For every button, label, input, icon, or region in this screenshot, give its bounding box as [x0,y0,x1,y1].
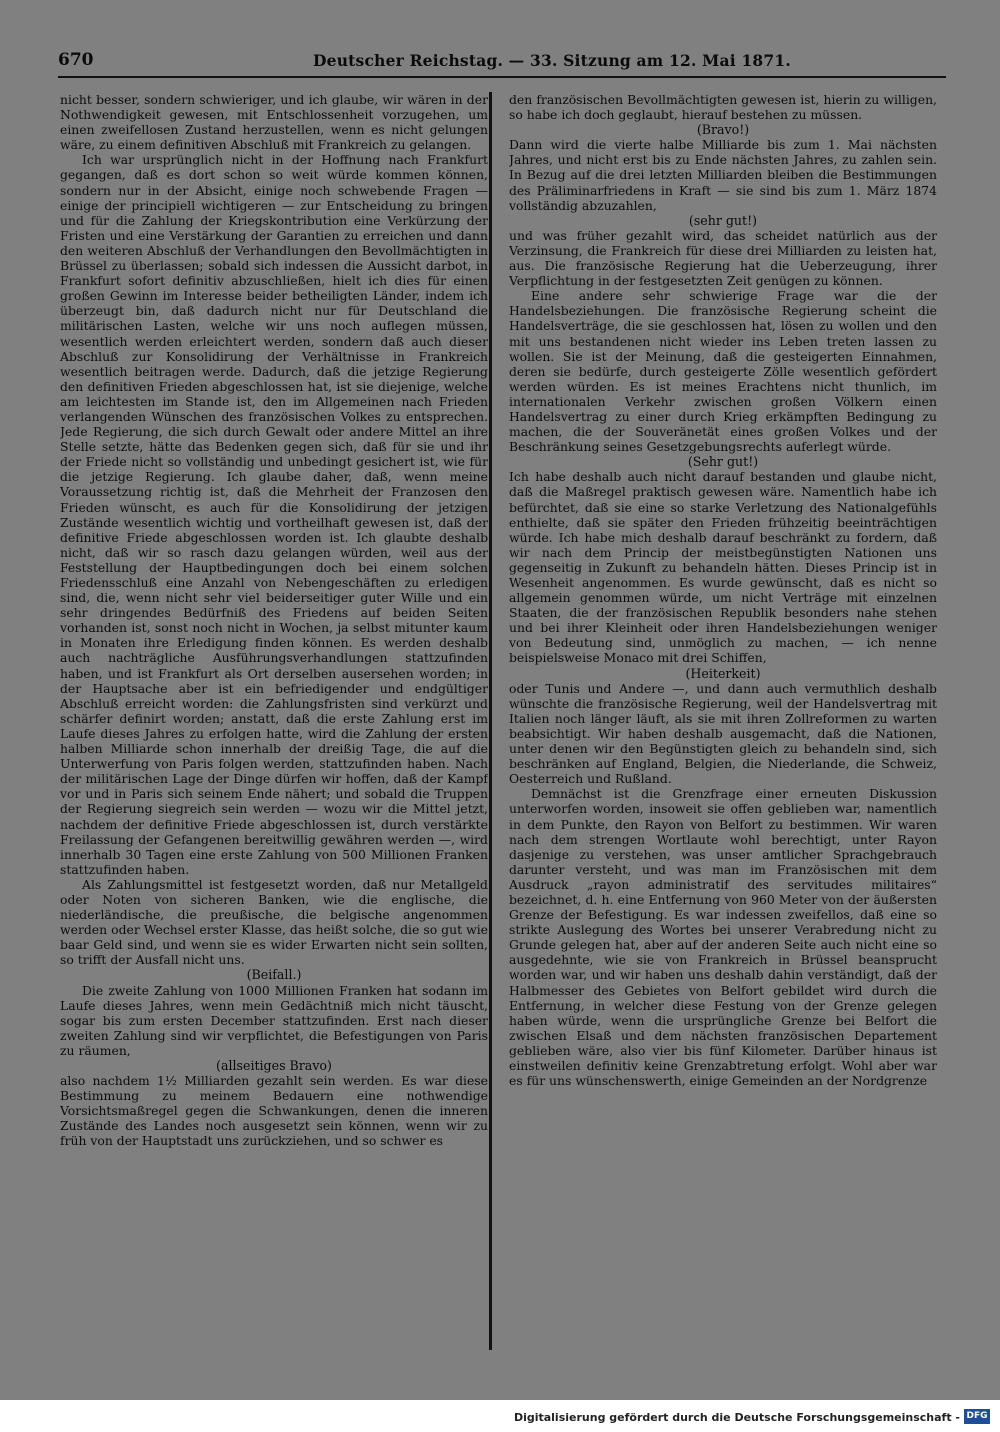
paragraph: Die zweite Zahlung von 1000 Millionen Franken hat sodann im Laufe dieses Jahres, wenn mein Gedächtniß mich nicht täuscht, sogar bis zum ersten December stattzufinden. Erst nach dieser zweiten Zahlung sind wir verpflichtet, die Befestigungen von Paris zu räumen, [60,982,488,1058]
paragraph: Demnächst ist die Grenzfrage einer erneuten Diskussion unterworfen worden, insoweit sie offen geblieben war, namentlich in dem Punkte, den Rayon von Belfort zu bestimmen. Wir waren nach dem strengen Wortlaute wohl berechtigt, unter Rayon dasjenige zu verstehen, was unser amtlicher Sprachgebrauch darunter versteht, und was man im Französischen mit dem Ausdruck „rayon administratif des servitudes militaires“ bezeichnet, d. h. eine Entfernung von 960 Meter von der äußersten Grenze der Befestigung. Es war indessen zweifellos, daß eine so strikte Auslegung des Wortes bei unserer Verabredung nicht zu Grunde gelegen hat, aber auf der anderen Seite auch nicht eine so ausgedehnte, wie sie von Frankreich in Brüssel beansprucht worden war, und wir haben uns deshalb dahin verständigt, daß der Halbmesser des Gebietes von Belfort gebildet wird durch die Entfernung, in welcher diese Festung von der Grenze gelegen haben würde, wenn die ursprüngliche Grenze bei Belfort die zwischen Elsaß und dem nächsten französischen Departement geblieben wäre, also vier bis fünf Kilometer. Darüber hinaus ist einstweilen definitiv keine Grenzabtretung erfolgt. Wohl aber war es für uns wünschenswerth, einige Gemeinden an der Nordgrenze [509,786,937,1089]
right-column [509,92,937,1352]
paragraph: Eine andere sehr schwierige Frage war die der Handelsbeziehungen. Die französische Regierung scheint die Handelsverträge, die sie geschlossen hat, lösen zu wollen und den mit uns bestandenen nicht wieder ins Leben treten lassen zu wollen. Sie ist der Meinung, daß die gesteigerten Einnahmen, deren sie bedürfe, durch gesteigerte Zölle wesentlich gefördert werden würden. Es ist meines Erachtens nicht thunlich, im internationalen Verkehr zwischen großen Völkern einen Handelsvertrag zu einer durch Krieg erkämpften Bedingung zu machen, die der Souveränetät eines großen Volkes und der Beschränkung seines Gesetzgebungsrechts auferlegt würde. [509,288,937,455]
interjection: (allseitiges Bravo) [216,1058,332,1073]
paragraph: den französischen Bevollmächtigten gewesen ist, hierin zu willigen, so habe ich doch geglaubt, hierauf bestehen zu müssen. [509,92,937,123]
paragraph: oder Tunis und Andere —, und dann auch vermuthlich deshalb wünschte die französische Regierung, weil der Handelsvertrag mit Italien noch länger läuft, als sie mit ihren Zollreformen zu warten beabsichtigt. Wir haben deshalb ausgemacht, daß die Nationen, unter denen wir den Begünstigten gleich zu behandeln sind, sich beschränken auf England, Belgien, die Niederlande, die Schweiz, Oesterreich und Rußland. [509,680,937,787]
interjection: (Beifall.) [246,967,302,983]
funding-credit: Digitalisierung gefördert durch die Deutsche Forschungsgemeinschaft - [513,1411,960,1424]
column-divider [489,92,492,1350]
interjection: (Bravo!) [696,122,750,138]
page-number: 670 [58,50,94,70]
left-column [60,92,488,1352]
digitization-footer [0,1400,1000,1432]
running-head: Deutscher Reichstag. — 33. Sitzung am 12. Mai 1871. [313,51,791,70]
page-header [58,50,946,78]
paragraph: und was früher gezahlt wird, das scheidet natürlich aus der Verzinsung, die Frankreich für diese drei Milliarden zu leisten hat, aus. Die französische Regierung hat die Ueberzeugung, ihrer Verpflichtung in der festgesetzten Zeit genügen zu können. [509,227,937,289]
dfg-logo: DFG [964,1409,990,1424]
paragraph: nicht besser, sondern schwieriger, und ich glaube, wir wären in der Nothwendigkeit gewesen, mit Entschlossenheit vorzugehen, um einen zweifellosen Zustand herzustellen, wenn es nicht gelungen wäre, zu einem definitiven Abschluß mit Frankreich zu gelangen. [60,92,488,153]
paragraph: Als Zahlungsmittel ist festgesetzt worden, daß nur Metallgeld oder Noten von sicheren Banken, wie die englische, die niederländische, die preußische, die belgische angenommen werden oder Wechsel erster Klasse, das heißt solche, die so gut wie baar Geld sind, und wenn sie es wider Erwarten nicht sein sollten, so trifft der Ausfall nicht uns. [60,876,488,968]
paragraph: Ich habe deshalb auch nicht darauf bestanden und glaube nicht, daß die Maßregel praktisch gewesen wäre. Namentlich habe ich befürchtet, daß sie eine so starke Verletzung des Nationalgefühls enthielte, daß sie später den Frieden frühzeitig beeinträchtigen würde. Ich habe mich deshalb darauf beschränkt zu fordern, daß wir nach dem Princip der meistbegünstigten Nationen uns gegenseitig in Zukunft zu behandeln hätten. Dieses Princip ist in Wesenheit angenommen. Es wurde gewünscht, daß es nicht so allgemein genommen würde, um nicht Verträge mit einzelnen Staaten, die der französischen Republik besonders nahe stehen und bei ihrer Kleinheit oder ihren Handelsbeziehungen weniger von Bedeutung sind, unmöglich zu machen, — ich nenne beispielsweise Monaco mit drei Schiffen, [509,469,937,666]
paragraph: Dann wird die vierte halbe Milliarde bis zum 1. Mai nächsten Jahres, und nicht erst bis zu Ende nächsten Jahres, zu zahlen sein. In Bezug auf die drei letzten Milliarden bleiben die Bestimmungen des Präliminarfriedens in Kraft — sie sind bis zum 1. März 1874 vollständig abzuzahlen, [509,137,937,213]
interjection: (sehr gut!) [688,212,758,228]
interjection: (Sehr gut!) [687,454,759,470]
interjection: (Heiterkeit) [685,665,761,681]
paragraph: also nachdem 1½ Milliarden gezahlt sein werden. Es war diese Bestimmung zu meinem Bedauern eine nothwendige Vorsichtsmaßregel gegen die Schwankungen, denen die inneren Zustände des Landes noch ausgesetzt sein können, wenn wir zu früh von der Hauptstadt uns zurückziehen, und so schwer es [60,1073,488,1149]
paragraph: Ich war ursprünglich nicht in der Hoffnung nach Frankfurt gegangen, daß es dort schon so weit würde kommen können, sondern nur in der Absicht, einige noch schwebende Fragen — einige der principiell wichtigeren — zur Entscheidung zu bringen und für die Zahlung der Kriegskontribution eine Verkürzung der Fristen und eine Verstärkung der Garantien zu erreichen und dann den weiteren Abschluß der Verhandlungen den Bevollmächtigten in Brüssel zu überlassen; sobald sich indessen die Aussicht darbot, in Frankfurt sofort definitiv abzuschließen, hielt ich dies für einen großen Gewinn im Interesse beider betheiligten Länder, indem ich überzeugt bin, daß dadurch nicht nur für Deutschland die militärischen Lasten, welche wir uns noch auflegen müssen, wesentlich werden erleichtert werden, sondern daß auch dieser Abschluß zur Konsolidirung der Verhältnisse in Frankreich wesentlich beitragen werde. Dadurch, daß die jetzige Regierung den definitiven Frieden abgeschlossen hat, ist sie diejenige, welche am leichtesten im Stande ist, den im Allgemeinen nach Frieden verlangenden Wünschen des französischen Volkes zu entsprechen. Jede Regierung, die sich durch Gewalt oder andere Mittel an ihre Stelle setzte, hätte das Bedenken gegen sich, daß für sie und ihr der Friede nicht so vollständig und unbedingt gesichert ist, wie für die jetzige Regierung. Ich glaube daher, daß, wenn meine Voraussetzung richtig ist, daß die Mehrheit der Franzosen den Frieden wünscht, es auch für die Konsolidirung der jetzigen Zustände wesentlich wichtig und vortheilhaft gewesen ist, daß der definitive Friede abgeschlossen worden ist. Ich glaubte deshalb nicht, daß wir so rasch dazu gelangen würden, weil aus der Feststellung der Hauptbedingungen doch bei einem solchen Friedensschluß eine Anzahl von Nebengeschäften zu erledigen sind, die, wenn nicht sehr viel beiderseitiger guter Wille und ein sehr dringendes Bedürfniß des Friedens auf beiden Seiten vorhanden ist, sonst noch nicht in Wochen, ja selbst mitunter kaum in Monaten ihre Erledigung finden können. Es werden deshalb auch nachträgliche Ausführungsverhandlungen stattzufinden haben, und ist Frankfurt als Ort derselben ausersehen worden; in der Hauptsache aber ist ein befriedigender und endgültiger Abschluß erreicht worden: die Zahlungsfristen sind verkürzt und schärfer definirt worden; anstatt, daß die erste Zahlung erst im Laufe dieses Jahres zu erfolgen hatte, wird die Zahlung der ersten halben Milliarde schon innerhalb der dreißig Tage, die auf die Unterwerfung von Paris folgen werden, stattzufinden haben. Nach der militärischen Lage der Dinge dürfen wir hoffen, daß der Kampf vor und in Paris sich seinem Ende nähert; und sobald die Truppen der Regierung siegreich sein werden — wozu wir die Mittel jetzt, nachdem der definitive Friede abgeschlossen ist, durch verstärkte Freilassung der Gefangenen bereitwillig gewähren werden —, wird innerhalb 30 Tagen eine erste Zahlung von 500 Millionen Franken stattzufinden haben. [60,152,488,877]
